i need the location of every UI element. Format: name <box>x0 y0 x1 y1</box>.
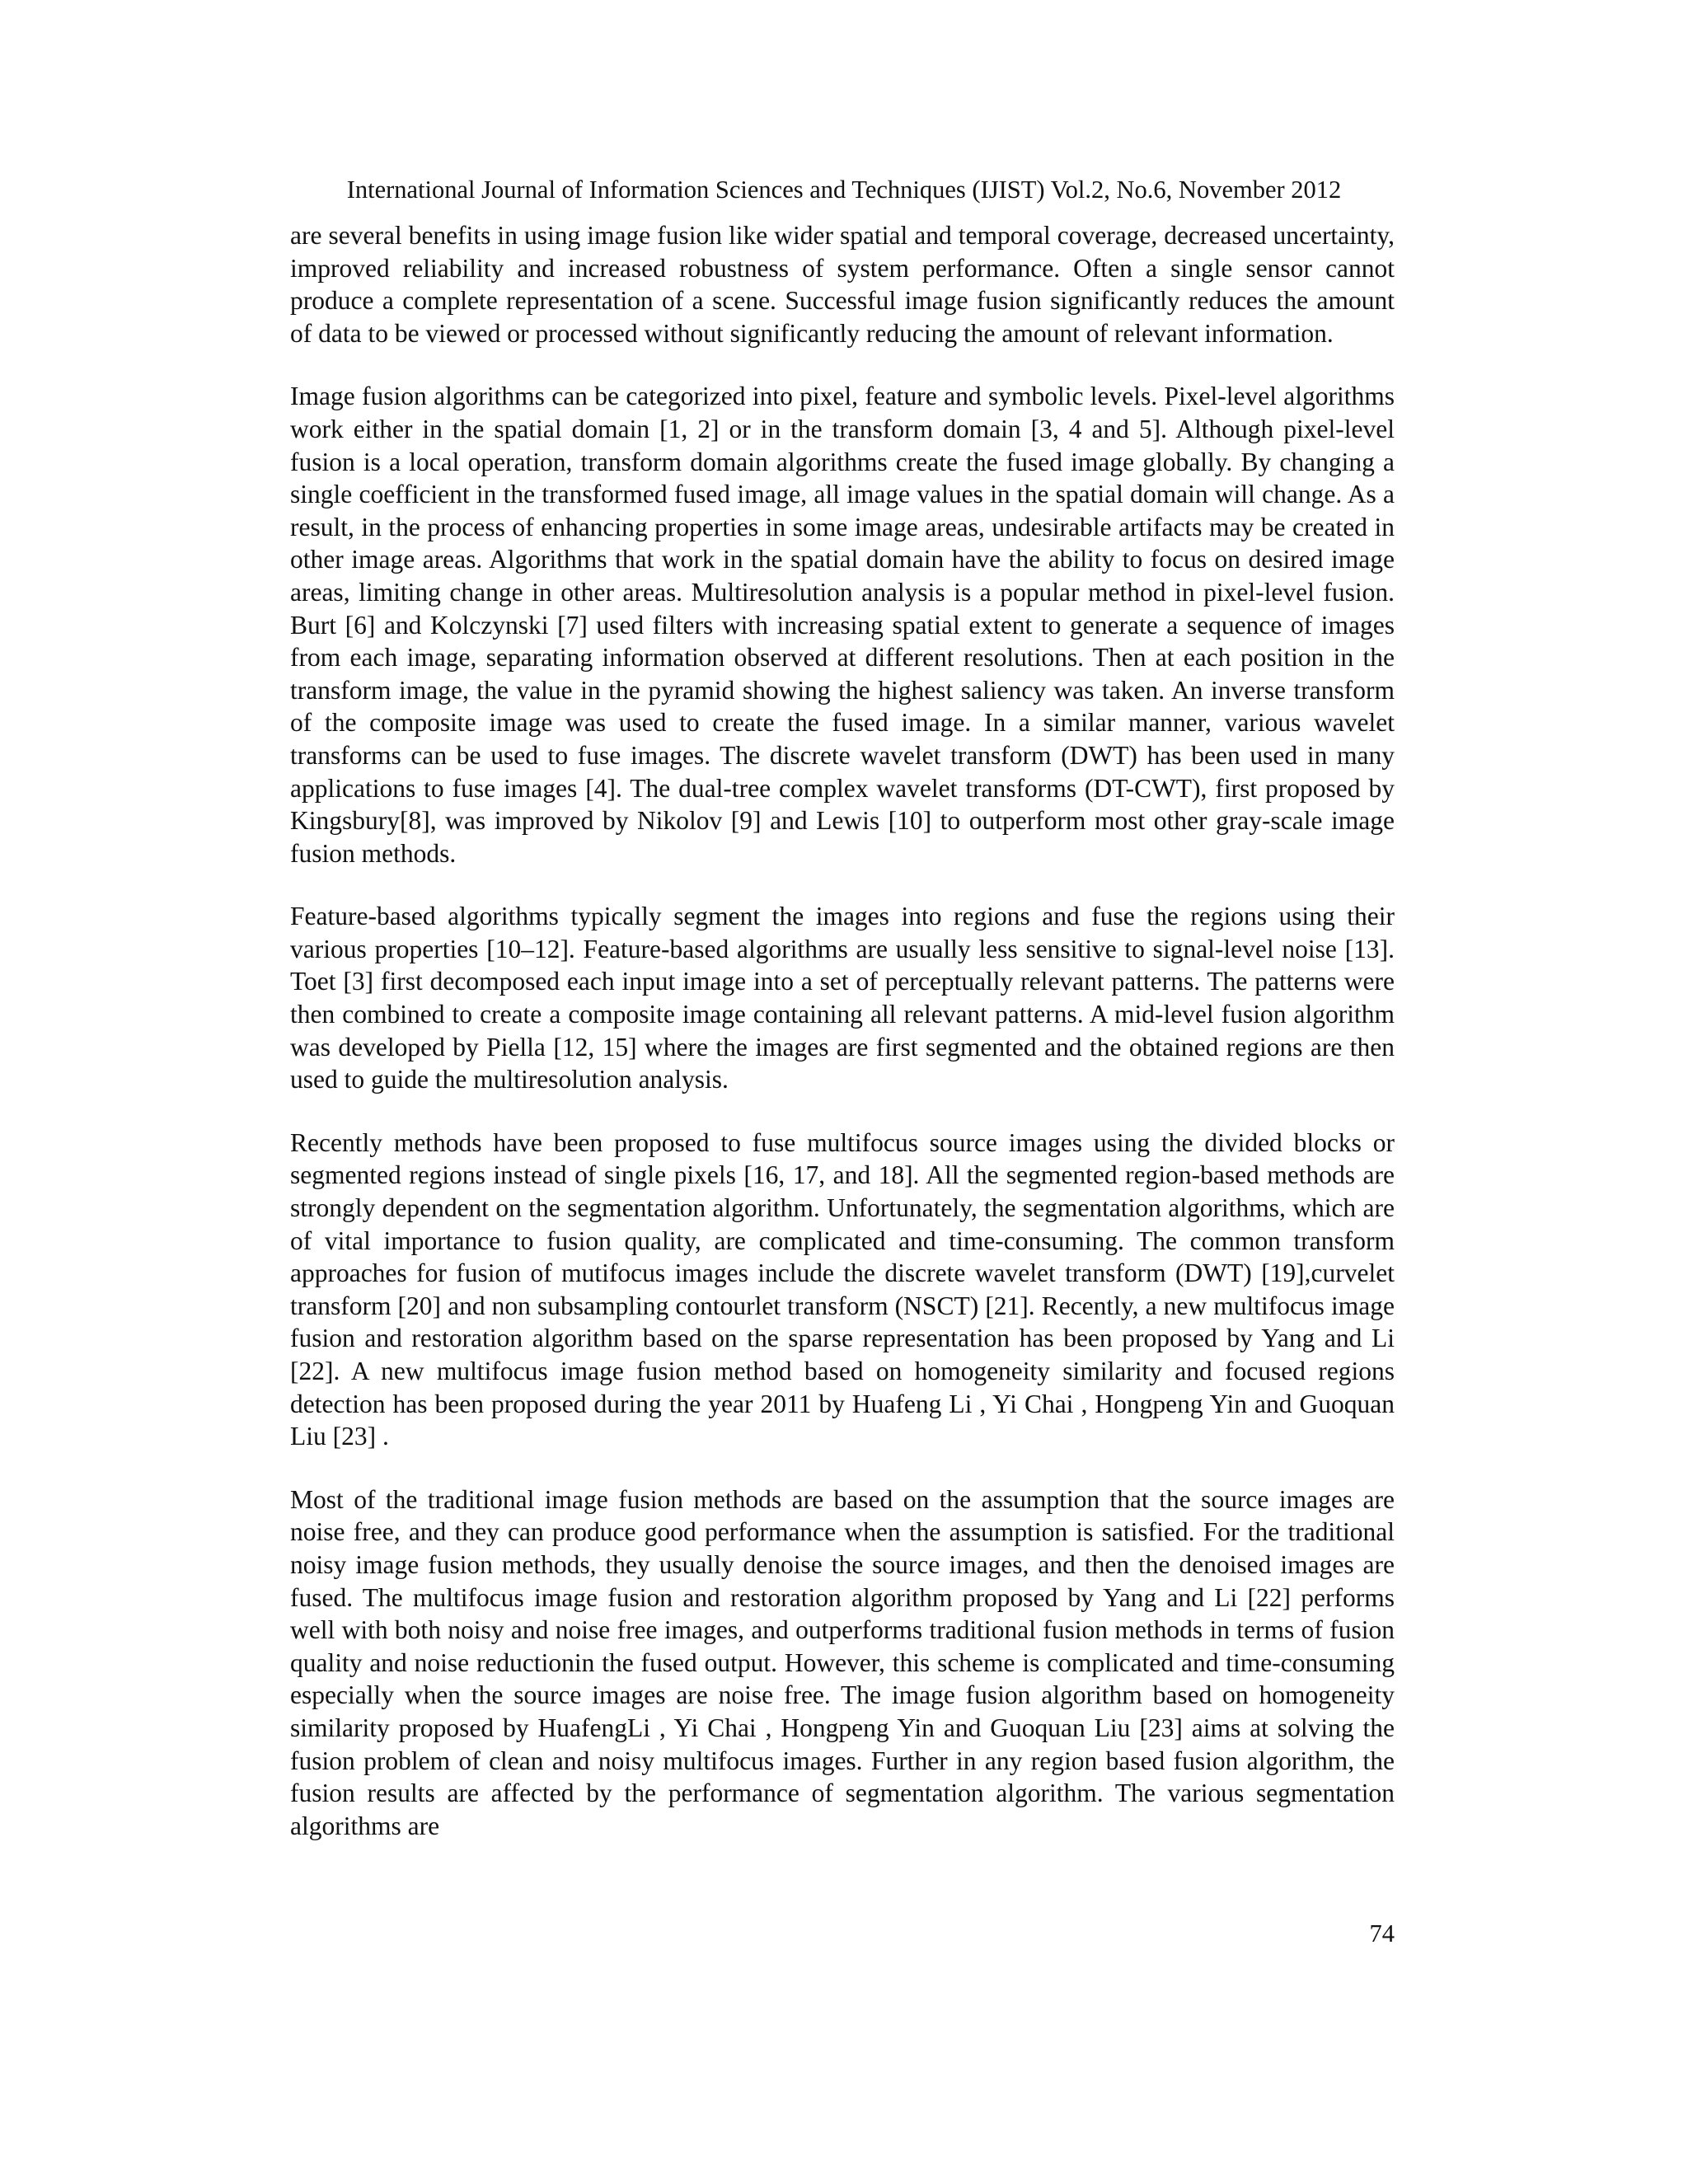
running-header: International Journal of Information Sciences and Techniques (IJIST) Vol.2, No.6, November 2012 <box>346 176 1342 204</box>
paragraph-benefits: are several benefits in using image fusion like wider spatial and temporal coverage, decreased uncertainty, improved reliability and increased robustness of system performance. Often a single sensor cannot produce a complete representation of a scene. Successful image fusion significantly reduces the amount of data to be viewed or processed without significantly reducing the amount of relevant information. <box>290 221 1395 348</box>
page-number: 74 <box>1369 1919 1395 1947</box>
paragraph-pixel-level: Image fusion algorithms can be categorized into pixel, feature and symbolic levels. Pixel-level algorithms work either in the spatial domain [1, 2] or in the transform domain [3, 4 and 5]. Although pixel-level fusion is a local operation, transform domain algorithms create the fused image globally. By changing a single coefficient in the transformed fused image, all image values in the spatial domain will change. As a result, in the process of enhancing properties in some image areas, undesirable artifacts may be created in other image areas. Algorithms that work in the spatial domain have the ability to focus on desired image areas, limiting change in other areas. Multiresolution analysis is a popular method in pixel-level fusion. Burt [6] and Kolczynski [7] used filters with increasing spatial extent to generate a sequence of images from each image, separating information observed at different resolutions. Then at each position in the transform image, the value in the pyramid showing the highest saliency was taken. An inverse transform of the composite image was used to create the fused image. In a similar manner, various wavelet transforms can be used to fuse images. The discrete wavelet transform (DWT) has been used in many applications to fuse images [4]. The dual-tree complex wavelet transforms (DT-CWT), first proposed by Kingsbury[8], was improved by Nikolov [9] and Lewis [10] to outperform most other gray-scale image fusion methods. <box>290 382 1395 868</box>
paragraph-noisy-fusion: Most of the traditional image fusion methods are based on the assumption that the source images are noise free, and they can produce good performance when the assumption is satisfied. For the traditional noisy image fusion methods, they usually denoise the source images, and then the denoised images are fused. The multifocus image fusion and restoration algorithm proposed by Yang and Li [22] performs well with both noisy and noise free images, and outperforms traditional fusion methods in terms of fusion quality and noise reductionin the fused output. However, this scheme is complicated and time-consuming especially when the source images are noise free. The image fusion algorithm based on homogeneity similarity proposed by HuafengLi , Yi Chai , Hongpeng Yin and Guoquan Liu [23] aims at solving the fusion problem of clean and noisy multifocus images. Further in any region based fusion algorithm, the fusion results are affected by the performance of segmentation algorithm. The various segmentation algorithms are <box>290 1484 1395 1840</box>
body-text <box>290 219 1395 1872</box>
paragraph-feature-based: Feature-based algorithms typically segment the images into regions and fuse the regions using their various properties [10–12]. Feature-based algorithms are usually less sensitive to signal-level noise [13]. Toet [3] first decomposed each input image into a set of perceptually relevant patterns. The patterns were then combined to create a composite image containing all relevant patterns. A mid-level fusion algorithm was developed by Piella [12, 15] where the images are first segmented and the obtained regions are then used to guide the multiresolution analysis. <box>290 902 1395 1094</box>
paragraph-multifocus-methods: Recently methods have been proposed to fuse multifocus source images using the divided blocks or segmented regions instead of single pixels [16, 17, and 18]. All the segmented region-based methods are strongly dependent on the segmentation algorithm. Unfortunately, the segmentation algorithms, which are of vital importance to fusion quality, are complicated and time-consuming. The common transform approaches for fusion of mutifocus images include the discrete wavelet transform (DWT) [19],curvelet transform [20] and non subsampling contourlet transform (NSCT) [21]. Recently, a new multifocus image fusion and restoration algorithm based on the sparse representation has been proposed by Yang and Li [22]. A new multifocus image fusion method based on homogeneity similarity and focused regions detection has been proposed during the year 2011 by Huafeng Li , Yi Chai , Hongpeng Yin and Guoquan Liu [23] . <box>290 1127 1395 1451</box>
